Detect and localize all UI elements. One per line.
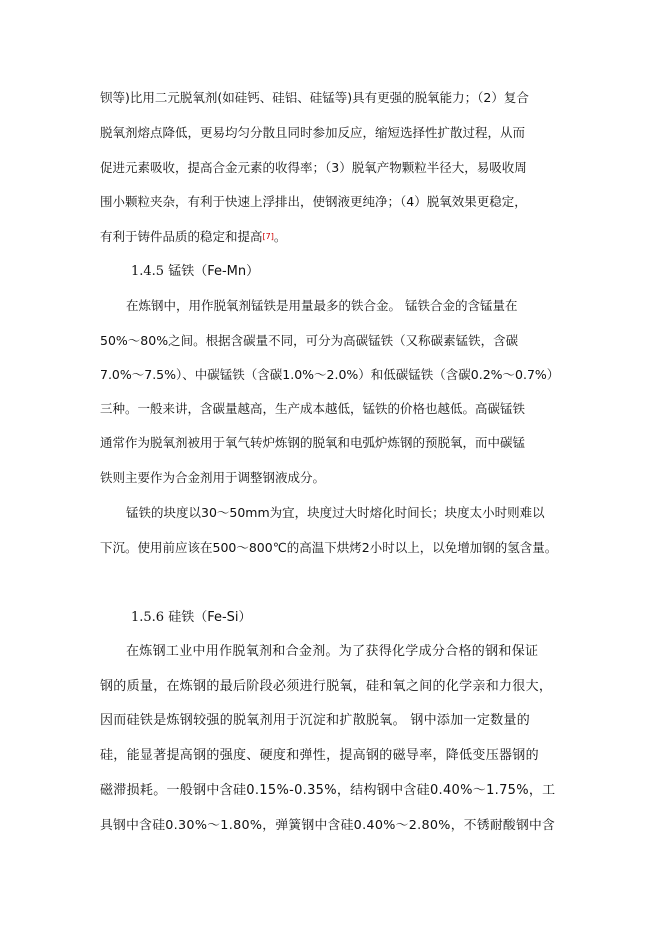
- text-line: 下沉。使用前应该在500～800℃的高温下烘烤2小时以上，以免增加钢的氢含量。: [100, 540, 558, 555]
- text-line: 磁滞损耗。一般钢中含硅0.15%-0.35%，结构钢中含硅0.40%～1.75%，工: [100, 783, 556, 798]
- text-line: 具钢中含硅0.30%～1.80%，弹簧钢中含硅0.40%～2.80%，不锈耐酸钢中含: [100, 818, 556, 833]
- text-line: 脱氧剂熔点降低，更易均匀分散且同时参加反应，缩短选择性扩散过程，从而: [100, 125, 526, 140]
- text-line: 硅，能显著提高钢的强度、硬度和弹性，提高钢的磁导率，降低变压器钢的: [100, 748, 539, 763]
- citation-link[interactable]: [7]: [262, 232, 274, 241]
- text-line: 因而硅铁是炼钢较强的脱氧剂用于沉淀和扩散脱氧。 钢中添加一定数量的: [100, 713, 531, 728]
- text-line: 三种。一般来讲，含碳量越高，生产成本越低，锰铁的价格也越低。高碳锰铁: [100, 401, 526, 416]
- text-line: 在炼钢中，用作脱氧剂锰铁是用量最多的铁合金。 锰铁合金的含锰量在: [126, 298, 518, 313]
- text-line: 铁则主要作为合金剂用于调整钢液成分。: [100, 470, 326, 485]
- text-line-with-citation: [100, 227, 286, 247]
- text-line: 通常作为脱氧剂被用于氧气转炉炼钢的脱氧和电弧炉炼钢的预脱氧，而中碳锰: [100, 435, 526, 450]
- section-title: 硅铁（Fe-Si）: [168, 610, 252, 625]
- text-segment: 。: [273, 229, 287, 244]
- text-line: 促进元素吸收，提高合金元素的收得率；（3）脱氧产物颗粒半径大，易吸收周: [100, 160, 527, 175]
- section-number: 1.4.5: [131, 264, 165, 279]
- section-number: 1.5.6: [131, 610, 165, 625]
- text-line: 钢的质量，在炼钢的最后阶段必须进行脱氧，硅和氧之间的化学亲和力很大，: [100, 679, 553, 694]
- text-line: 50%～80%之间。根据含碳量不同，可分为高碳锰铁（又称碳素锰铁，含碳: [100, 333, 519, 348]
- text-line: 在炼钢工业中用作脱氧剂和合金剂。为了获得化学成分合格的钢和保证: [126, 644, 539, 659]
- text-segment: 有利于铸件品质的稳定和提高: [100, 229, 263, 244]
- text-line: 围小颗粒夹杂，有利于快速上浮排出，使钢液更纯净；（4）脱氧效果更稳定，: [100, 194, 527, 209]
- text-line: 7.0%～7.5%）、中碳锰铁（含碳1.0%～2.0%）和低碳锰铁（含碳0.2%～0.7%）: [100, 367, 560, 382]
- section-title: 锰铁（Fe-Mn）: [168, 264, 260, 279]
- section-heading-1-4-5: [131, 262, 259, 282]
- section-heading-1-5-6: [131, 608, 252, 628]
- text-line: 锰铁的块度以30～50mm为宜，块度过大时熔化时间长；块度太小时则难以: [126, 505, 545, 520]
- text-line: 钡等)比用二元脱氧剂(如硅钙、硅铝、硅锰等)具有更强的脱氧能力；（2）复合: [100, 90, 529, 105]
